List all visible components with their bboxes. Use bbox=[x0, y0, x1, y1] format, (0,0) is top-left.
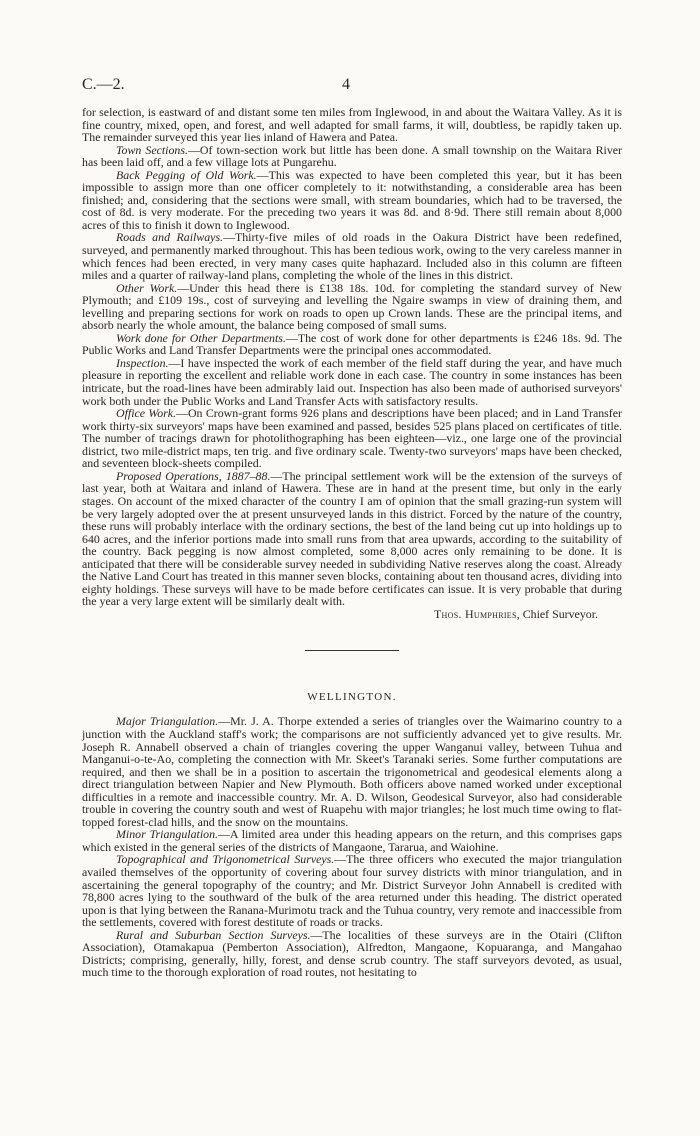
paragraph-heading: Rural and Suburban Section Surveys. bbox=[116, 927, 311, 942]
paragraph-heading: Town Sections. bbox=[116, 142, 188, 157]
paragraph-text: —On Crown-grant forms 926 plans and descriptions have been placed; and in Land Transfer work thirty-six surveyors' maps have been examined and passed, besides 525 plans placed on certificates of title. The number of tracings drawn for photolithographing has been eighteen—viz., one large one of the provincial district, two mile-district maps, ten trig. and five ordinary scale. Twenty-two surveyors' maps have been checked, and seventeen block-sheets compiled. bbox=[82, 406, 622, 471]
paragraph-heading: Inspection. bbox=[116, 355, 169, 370]
page-number: 4 bbox=[342, 76, 350, 93]
paragraph bbox=[82, 929, 622, 979]
signature-title: , Chief Surveyor. bbox=[516, 606, 598, 621]
section-heading: WELLINGTON. bbox=[307, 691, 397, 704]
paragraph-heading: Other Work. bbox=[116, 280, 178, 295]
paragraph-heading: Topographical and Trigonometrical Surveys. bbox=[116, 852, 335, 867]
paragraph bbox=[82, 853, 622, 928]
paragraph-text: for selection, is eastward of and distant some ten miles from Inglewood, in and about the Waitara Valley. As it is fine country, mixed, open, and forest, and well adapted for small farms, it will, doubtless, be rapidly taken up. The remainder surveyed this year lies inland of Hawera and Patea. bbox=[82, 105, 622, 145]
paragraph-heading: Back Pegging of Old Work. bbox=[116, 167, 257, 182]
paragraph-heading: Roads and Railways. bbox=[116, 230, 224, 245]
paragraph-heading: Minor Triangulation. bbox=[116, 827, 218, 842]
paragraph bbox=[82, 106, 622, 144]
paragraph-text: —A limited area under this heading appears on the return, and this comprises gaps which existed in the general series of the districts of Mangaone, Tararua, and Waiohine. bbox=[82, 827, 622, 854]
paragraph bbox=[82, 715, 622, 828]
paragraph-text: —Mr. J. A. Thorpe extended a series of triangles over the Waimarino country to a junction with the Auckland staff's work; the comparisons are not sufficiently advanced yet to give results. Mr. Joseph R. Annabell observed a chain of triangles covering the upper Wanganui valley, between Tuhua and Manganui-o-te-Ao, completing the connection with Mr. Skeet's Taranaki series. Some further computations are required, and then we shall be in a position to ascertain the trigonometrical and geodesical elements along a direct triangulation between Napier and New Plymouth. Both officers above named worked under exceptional difficulties in a remote and inaccessible country. Mr. A. D. Wilson, Geodesical Surveyor, also had considerable trouble in covering the country south and west of Ruapehu with major triangles; he lost much time owing to flat-topped forest-clad hills, and the snow on the mountains. bbox=[82, 714, 623, 829]
paragraph-text: —Of town-section work but little has been done. A small township on the Waitara River has been laid off, and a few village lots at Pungarehu. bbox=[82, 142, 622, 170]
paragraph-text: —Thirty-five miles of old roads in the Oakura District have been redefined, surveyed, and permanently marked throughout. This has been tedious work, owing to the very careless manner in which fences had been erected, in very many cases quite haphazard. Included also in this column are fifteen miles and a quarter of railway-land plans, completing the whole of the lines in this district. bbox=[82, 230, 622, 283]
paragraph-text: —I have inspected the work of each member of the field staff during the year, and have much pleasure in reporting the excellent and reliable work done in each case. The country in some instances has been intricate, but the road-lines have been admirably laid out. Inspection has also been made of authorised surveyors' work both under the Public Works and Land Transfer Acts with satisfactory results. bbox=[82, 355, 622, 408]
paragraph bbox=[82, 828, 622, 853]
page-header bbox=[82, 76, 622, 96]
paragraph-heading: Work done for Other Departments. bbox=[116, 330, 286, 345]
paragraph bbox=[82, 282, 622, 332]
paragraph-heading: Major Triangulation. bbox=[116, 714, 219, 729]
paragraph bbox=[82, 407, 622, 470]
paragraph bbox=[82, 470, 622, 608]
paragraph-text: —This was expected to have been completed this year, but it has been impossible to assign more than one officer completely to it: notwithstanding, a considerable area has been finished; and, considering that the sections were small, with stream boundaries, which had to be traversed, the cost of 8d. is very moderate. For the preceding two years it was 8d. and 8·9d. There still remain about 8,000 acres of this to finish it down to Inglewood. bbox=[82, 167, 622, 232]
paragraph bbox=[82, 144, 622, 169]
paragraph-text: —The localities of these surveys are in the Otairi (Clifton Association), Otamakapua (Pemberton Association), Alfredton, Mangaone, Kopuaranga, and Mangahao Districts; comprising, generally, hilly, forest, and dense scrub country. The staff surveyors devoted, as usual, much time to the thorough exploration of road routes, not hesitating to bbox=[82, 927, 622, 980]
paragraph bbox=[82, 357, 622, 407]
paragraph-text: —The three officers who executed the major triangulation availed themselves of the opportunity of covering about four survey districts with minor triangulation, and in ascertaining the general topography of the country; and Mr. District Surveyor John Annabell is credited with 78,800 acres lying to the southward of the bulk of the area returned under this heading. The district operated upon is that lying between the Ranana-Murimotu track and the Tuhua country, very remote and inaccessible from the settlements, covered with forest destitute of roads or tracks. bbox=[82, 852, 622, 930]
paragraph-heading: Office Work. bbox=[116, 406, 177, 421]
paragraph-text: —The principal settlement work will be the extension of the surveys of last year, both at Waitara and inland of Hawera. These are in hand at the present time, but only in the early stages. On account of the mixed character of the country I am of opinion that the small grazing-run system will be very largely adopted over the at present unsurveyed lands in this district. Forced by the nature of the country, these runs will probably interlace with the ordinary sections, the best of the land being cut up into holdings up to 640 acres, and the inferior portions made into small runs from that area upwards, according to the suitability of the country. Back pegging is now almost completed, some 8,000 acres only remaining to be done. It is anticipated that there will be considerable survey needed in subdividing Native reserves along the coast. Already the Native Land Court has treated in this manner seven blocks, containing about ten thousand acres, dividing into eighty holdings. These surveys will have to be made before certificates can issue. It is very probable that during the year a very large extent will be similarly dealt with. bbox=[82, 468, 622, 609]
page-body bbox=[82, 106, 622, 979]
paragraph-heading: Proposed Operations, 1887–88. bbox=[116, 468, 271, 483]
section-divider bbox=[305, 650, 399, 651]
paragraph bbox=[82, 169, 622, 232]
paragraph bbox=[82, 231, 622, 281]
document-reference: C.—2. bbox=[82, 76, 125, 93]
signature bbox=[82, 608, 622, 621]
paragraph-text: —The cost of work done for other departments is £246 18s. 9d. The Public Works and Land Transfer Departments were the principal ones accommodated. bbox=[82, 330, 623, 358]
paragraph-text: —Under this head there is £138 18s. 10d. for completing the standard survey of New Plymouth; and £109 19s., cost of surveying and levelling the Ngaire swamps in view of draining them, and levelling and preparing sections for work on roads to open up Crown lands. These are the principal items, and absorb nearly the whole amount, the balance being composed of small sums. bbox=[82, 280, 622, 333]
signature-name: Thos. Humphries bbox=[433, 606, 517, 621]
paragraph bbox=[82, 332, 622, 357]
